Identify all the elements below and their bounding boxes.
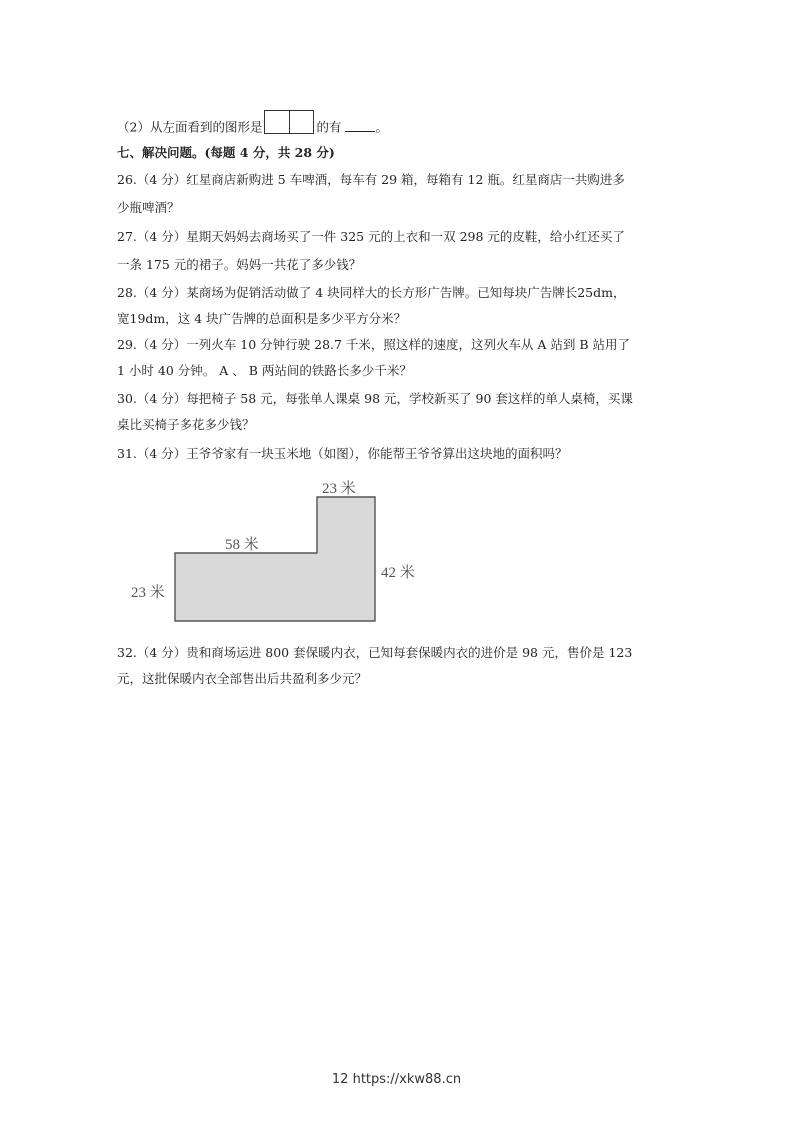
q28-line1: 28.（4 分）某商场为促销活动做了 4 块同样大的长方形广告牌。已知每块广告牌长25dm，: [117, 285, 626, 300]
q29-line2: 1 小时 40 分钟。 A 、 B 两站间的铁路长多少千米？: [117, 363, 412, 378]
cornfield-figure: [117, 475, 437, 635]
q32-line1: 32.（4 分）贵和商场运进 800 套保暖内衣，已知每套保暖内衣的进价是 98 元，售价是 123: [117, 645, 633, 660]
q2-prefix: （2）从左面看到的图形是: [117, 119, 263, 135]
l-shape-field: [175, 497, 375, 621]
q32-line2: 元，这批保暖内衣全部售出后共盈利多少元？: [117, 671, 368, 686]
label-left-23: 23 米: [131, 585, 165, 601]
q30-line2: 桌比买椅子多花多少钱？: [117, 417, 255, 432]
two-square-shape-icon: [264, 110, 314, 134]
q26-line1: 26.（4 分）红星商店新购进 5 车啤酒，每车有 29 箱，每箱有 12 瓶。红星商店一共购进多: [117, 172, 625, 187]
label-42: 42 米: [381, 565, 415, 581]
l-shape-diagram: [117, 475, 437, 635]
q29-line1: 29.（4 分）一列火车 10 分钟行驶 28.7 千米，照这样的速度，这列火车从 A 站到 B 站用了: [117, 337, 631, 352]
label-58: 58 米: [225, 537, 259, 553]
q2-end: 。: [375, 119, 388, 135]
q28-line2: 宽19dm，这 4 块广告牌的总面积是多少平方分米？: [117, 311, 407, 326]
label-top-23: 23 米: [322, 481, 356, 497]
q31-line1: 31.（4 分）王爷爷家有一块玉米地（如图），你能帮王爷爷算出这块地的面积吗？: [117, 446, 568, 461]
q26-line2: 少瓶啤酒？: [117, 200, 180, 215]
section-7-heading: 七、解决问题。(每题 4 分，共 28 分): [117, 145, 335, 160]
q30-line1: 30.（4 分）每把椅子 58 元，每张单人课桌 98 元，学校新买了 90 套这样的单人桌椅，买课: [117, 391, 633, 406]
q27-line1: 27.（4 分）星期天妈妈去商场买了一件 325 元的上衣和一双 298 元的皮鞋，给小红还买了: [117, 229, 625, 244]
q27-line2: 一条 175 元的裙子。妈妈一共花了多少钱？: [117, 257, 362, 272]
answer-blank: [345, 119, 375, 132]
q2-suffix: 的有: [316, 119, 342, 135]
page-footer: 12 https://xkw88.cn: [331, 1072, 462, 1087]
question-part-2: [117, 116, 388, 140]
